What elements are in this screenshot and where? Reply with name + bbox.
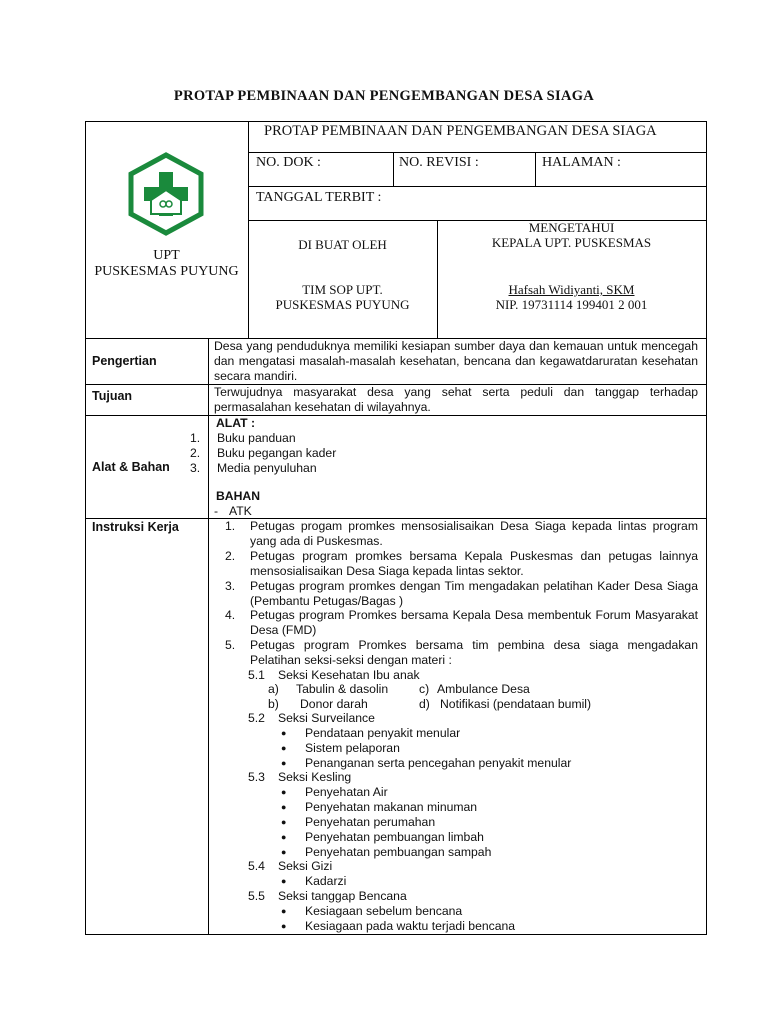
bullet-icon: ● (281, 743, 287, 753)
kia-item: Tabulin & dasolin (296, 682, 389, 696)
kesling-item: Penyehatan perumahan (305, 815, 436, 829)
kia-item-mark: b) (268, 697, 279, 711)
bencana-item: Kesiagaan sebelum bencana (305, 904, 463, 918)
step-num: 2. (225, 549, 236, 563)
bencana-item: Kesiagaan pada waktu terjadi bencana (305, 919, 516, 933)
tujuan-text: Terwujudnya masyarakat desa yang sehat serta peduli dan tanggap terhadap permasalahan kesehatan di wilayahnya. (214, 385, 698, 414)
tim-sop-line2: PUSKESMAS PUYUNG (275, 297, 410, 312)
kia-item-mark: c) (419, 682, 430, 696)
alat-item: Media penyuluhan (217, 461, 317, 475)
kia-item: Ambulance Desa (437, 682, 530, 696)
kia-item: Notifikasi (pendataan bumil) (440, 697, 592, 711)
table-title: PROTAP PEMBINAAN DAN PENGEMBANGAN DESA SIAGA (264, 123, 657, 139)
surveilance-item: Pendataan penyakit menular (305, 726, 461, 740)
kesling-item: Penyehatan Air (305, 785, 388, 799)
step-text: Petugas program promkes dengan Tim mengadakan pelatihan Kader Desa Siaga (Pembantu Petugas/Bagas ) (250, 579, 698, 608)
alat-item-num: 3. (190, 461, 201, 475)
bahan-item: ATK (229, 504, 252, 518)
document-title: PROTAP PEMBINAAN DAN PENGEMBANGAN DESA SIAGA (173, 88, 595, 104)
step-num: 5. (225, 638, 236, 652)
tanggal-terbit-label: TANGGAL TERBIT : (256, 190, 382, 205)
kia-item-mark: d) (419, 697, 430, 711)
bullet-icon: ● (281, 728, 287, 738)
no-dok-label: NO. DOK : (256, 155, 321, 170)
kia-item: Donor darah (300, 697, 368, 711)
alat-item: Buku panduan (217, 431, 296, 445)
subsection-title: Seksi tanggap Bencana (278, 889, 407, 903)
subsection-title: Seksi Kesehatan Ibu anak (278, 668, 420, 682)
kesling-item: Penyehatan pembuangan sampah (305, 845, 492, 859)
tujuan-label: Tujuan (92, 389, 133, 403)
kesling-item: Penyehatan pembuangan limbah (305, 830, 484, 844)
signer-name: Hafsah Widiyanti, SKM (508, 282, 635, 297)
bullet-icon: ● (281, 802, 287, 812)
alat-item-num: 1. (190, 431, 201, 445)
subsection-num: 5.3 (248, 770, 265, 784)
tim-sop-line1: TIM SOP UPT. (302, 282, 383, 297)
kia-item-mark: a) (268, 682, 279, 696)
pengertian-text: Desa yang penduduknya memiliki kesiapan sumber daya dan kemauan untuk mencegah dan mengatasi masalah-masalah kesehatan, bencana dan kegawatdaruratan kesehatan secara mandiri. (214, 339, 698, 383)
bullet-icon: ● (281, 847, 287, 857)
subsection-title: Seksi Surveilance (278, 711, 375, 725)
alat-item-num: 2. (190, 446, 201, 460)
signer-nip: NIP. 19731114 199401 2 001 (495, 297, 648, 312)
pengertian-label: Pengertian (92, 354, 157, 368)
mengetahui-line1: MENGETAHUI (528, 220, 615, 235)
subsection-num: 5.5 (248, 889, 265, 903)
subsection-num: 5.2 (248, 711, 265, 725)
surveilance-item: Penanganan serta pencegahan penyakit menular (305, 756, 572, 770)
step-num: 4. (225, 608, 236, 622)
step-num: 1. (225, 519, 236, 533)
subsection-num: 5.4 (248, 859, 265, 873)
step-text: Petugas program Promkes bersama tim pembina desa siaga mengadakan Pelatihan seksi-seksi dengan materi : (250, 638, 698, 667)
halaman-label: HALAMAN : (542, 155, 621, 170)
bullet-icon: ● (281, 832, 287, 842)
mengetahui-line2: KEPALA UPT. PUSKESMAS (491, 235, 652, 250)
no-revisi-label: NO. REVISI : (399, 155, 479, 170)
step-text: Petugas progam promkes mensosialisaikan Desa Siaga kepada lintas program yang ada di Puskesmas. (250, 519, 698, 548)
subsection-title: Seksi Gizi (278, 859, 333, 873)
bullet-icon: ● (281, 906, 287, 916)
bahan-heading: BAHAN (216, 489, 261, 503)
bullet-icon: ● (281, 817, 287, 827)
bullet-icon: ● (281, 787, 287, 797)
puskesmas-logo-icon (127, 152, 205, 236)
alat-bahan-label: Alat & Bahan (92, 460, 170, 474)
org-name-line1: UPT (153, 248, 180, 263)
step-num: 3. (225, 579, 236, 593)
bullet-icon: ● (281, 921, 287, 931)
step-text: Petugas program Promkes bersama Kepala Desa membentuk Forum Masyarakat Desa (FMD) (250, 608, 698, 637)
bahan-item-dash: - (214, 504, 219, 518)
bullet-icon: ● (281, 758, 287, 768)
bullet-icon: ● (281, 876, 287, 886)
gizi-item: Kadarzi (305, 874, 347, 888)
alat-item: Buku pegangan kader (217, 446, 337, 460)
dibuat-oleh-label: DI BUAT OLEH (298, 237, 387, 252)
subsection-title: Seksi Kesling (278, 770, 352, 784)
instruksi-kerja-label: Instruksi Kerja (92, 520, 179, 534)
kesling-item: Penyehatan makanan minuman (305, 800, 478, 814)
org-name-line2: PUSKESMAS PUYUNG (94, 264, 239, 279)
surveilance-item: Sistem pelaporan (305, 741, 400, 755)
subsection-num: 5.1 (248, 668, 265, 682)
step-text: Petugas program promkes bersama Kepala Puskesmas dan petugas lainnya mensosialisaikan Desa Siaga kepada lintas sektor. (250, 549, 698, 578)
alat-heading: ALAT : (216, 416, 256, 430)
